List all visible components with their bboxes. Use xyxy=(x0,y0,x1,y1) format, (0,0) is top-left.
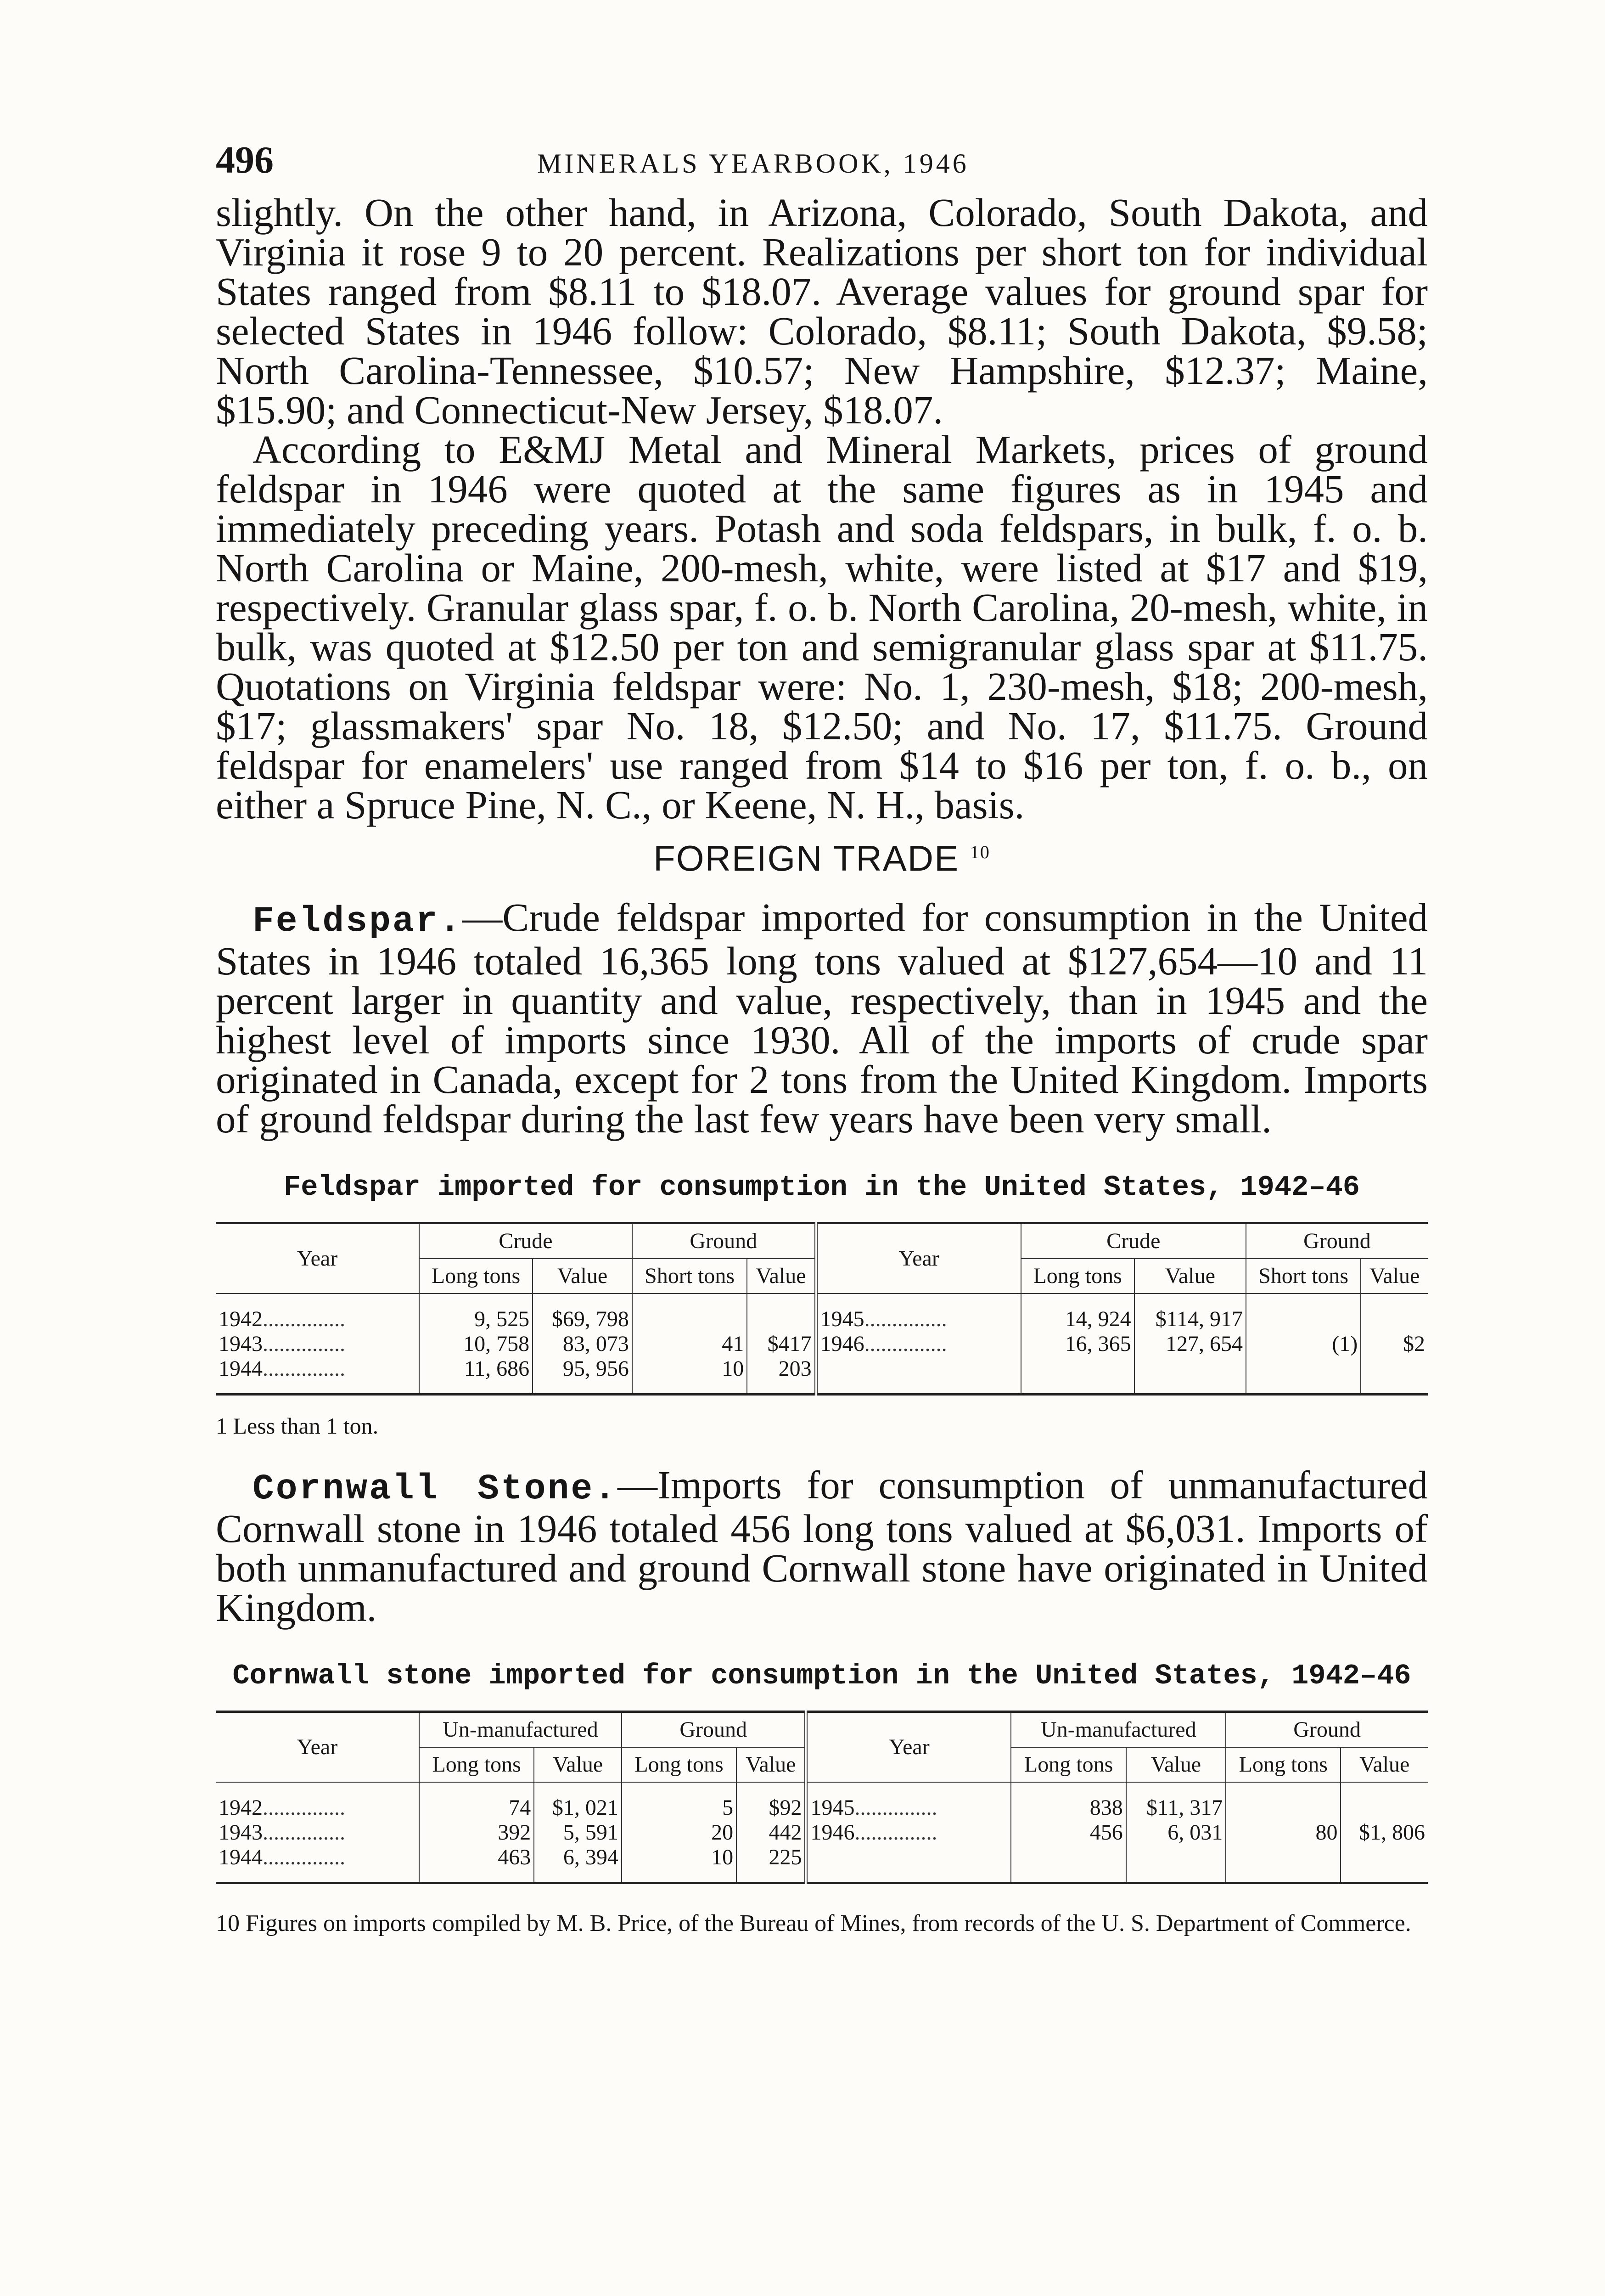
paragraph-prices: According to E&MJ Metal and Mineral Markets, prices of ground feldspar in 1946 were quoted at the same figures as in 1945 and immediately preceding years. Potash and soda feldspars, in bulk, f. o. b. North Carolina or Maine, 200-mesh, white, were listed at $17 and $19, respectively. Granular glass spar, f. o. b. North Carolina, 20-mesh, white, in bulk, was quoted at $12.50 per ton and semigranular glass spar at $11.75. Quotations on Virginia feldspar were: No. 1, 230-mesh, $18; 200-mesh, $17; glassmakers' spar No. 18, $12.50; and No. 17, $11.75. Ground feldspar for enamelers' use ranged from $14 to $16 per ton, f. o. b., on either a Spruce Pine, N. C., or Keene, N. H., basis. xyxy=(216,427,1428,827)
table1-footnote: 1 Less than 1 ton. xyxy=(216,1413,379,1439)
t2-ground-header: Ground xyxy=(622,1712,806,1748)
section-note-ref: 10 xyxy=(970,842,990,862)
t2-col-long-tons-b: Long tons xyxy=(622,1747,736,1782)
t1-col-value-3: Value xyxy=(1134,1259,1246,1294)
t1-col-value: Value xyxy=(533,1259,632,1294)
running-header xyxy=(216,138,1428,193)
table-row: 1943............... 392 5, 591 20 442 1946............... 456 6, 031 80 $1, 806 xyxy=(216,1820,1428,1845)
t2-col-long-tons-2: Long tons xyxy=(1011,1747,1126,1782)
t2-year-header: Year xyxy=(216,1712,419,1783)
cornwall-paragraph xyxy=(216,1463,1428,1630)
table-row: 1944............... 463 6, 394 10 225 xyxy=(216,1845,1428,1883)
page-footnote: 10 Figures on imports compiled by M. B. Price, of the Bureau of Mines, from records of the U. S. Department of Commerce. xyxy=(216,1910,1411,1936)
t1-ground-header: Ground xyxy=(632,1223,816,1259)
section-heading-foreign-trade xyxy=(216,838,1428,879)
t2-col-value-2b: Value xyxy=(1341,1747,1428,1782)
running-title: MINERALS YEARBOOK, 1946 xyxy=(537,148,969,179)
t2-col-long-tons: Long tons xyxy=(419,1747,534,1782)
document-page xyxy=(216,138,1428,1936)
t1-col-short-tons: Short tons xyxy=(632,1259,747,1294)
t1-col-long-tons-2: Long tons xyxy=(1021,1259,1134,1294)
t2-col-value-b: Value xyxy=(736,1747,806,1782)
t2-ground-header-2: Ground xyxy=(1226,1712,1428,1748)
table-row: 1942............... 9, 525 $69, 798 1945............... 14, 924 $114, 917 xyxy=(216,1294,1428,1332)
t2-col-value-2: Value xyxy=(1126,1747,1226,1782)
t2-col-value: Value xyxy=(534,1747,622,1782)
t2-year-header-2: Year xyxy=(806,1712,1011,1783)
t1-crude-header: Crude xyxy=(419,1223,632,1259)
cornwall-imports-table xyxy=(216,1711,1428,1884)
t1-year-header: Year xyxy=(216,1223,419,1294)
t1-col-value-4: Value xyxy=(1361,1259,1428,1294)
feldspar-imports-table xyxy=(216,1222,1428,1396)
table1-caption: Feldspar imported for consumption in the United States, 1942–46 xyxy=(284,1171,1360,1204)
table-row: 1943............... 10, 758 83, 073 41 $417 1946............... 16, 365 127, 654 (1) $2 xyxy=(216,1332,1428,1356)
feldspar-paragraph xyxy=(216,895,1428,1141)
feldspar-lead: Feldspar. xyxy=(253,901,463,942)
body-text xyxy=(216,190,1428,827)
t2-col-long-tons-2b: Long tons xyxy=(1226,1747,1341,1782)
t1-col-short-tons-2: Short tons xyxy=(1246,1259,1361,1294)
table-row: 1942............... 74 $1, 021 5 $92 1945............... 838 $11, 317 xyxy=(216,1782,1428,1820)
paragraph-realizations: slightly. On the other hand, in Arizona, Colorado, South Dakota, and Virginia it rose 9 to 20 percent. Realizations per short ton for individual States ranged from $8.11 to $18.07. Average values for ground spar for selected States in 1946 follow: Colorado, $8.11; South Dakota, $9.58; North Carolina-Tennessee, $10.57; New Hampshire, $12.37; Maine, $15.90; and Connecticut-New Jersey, $18.07. xyxy=(216,190,1428,432)
table-row: 1944............... 11, 686 95, 956 10 203 xyxy=(216,1356,1428,1395)
section-title: FOREIGN TRADE xyxy=(653,838,960,878)
t1-crude-header-2: Crude xyxy=(1021,1223,1246,1259)
cornwall-text: —Imports for consumption of unmanufactured Cornwall stone in 1946 totaled 456 long tons valued at $6,031. Imports of both unmanufactured and ground Cornwall stone have originated in United Kingdom. xyxy=(216,1463,1428,1630)
page-number: 496 xyxy=(216,139,274,181)
t1-col-value-2: Value xyxy=(747,1259,816,1294)
t2-unmanufactured-header-2: Un-manufactured xyxy=(1011,1712,1226,1748)
table2-caption: Cornwall stone imported for consumption in the United States, 1942–46 xyxy=(232,1660,1411,1692)
feldspar-text: —Crude feldspar imported for consumption in the United States in 1946 totaled 16,365 long tons valued at $127,654—10 and 11 percent larger in quantity and value, respectively, than in 1945 and the highest level of imports since 1930. All of the imports of crude spar originated in Canada, except for 2 tons from the United Kingdom. Imports of ground feldspar during the last few years have been very small. xyxy=(216,895,1428,1141)
t2-unmanufactured-header: Un-manufactured xyxy=(419,1712,622,1748)
cornwall-lead: Cornwall Stone. xyxy=(253,1469,618,1509)
t1-year-header-2: Year xyxy=(816,1223,1021,1294)
t1-col-long-tons: Long tons xyxy=(419,1259,533,1294)
t1-ground-header-2: Ground xyxy=(1246,1223,1428,1259)
